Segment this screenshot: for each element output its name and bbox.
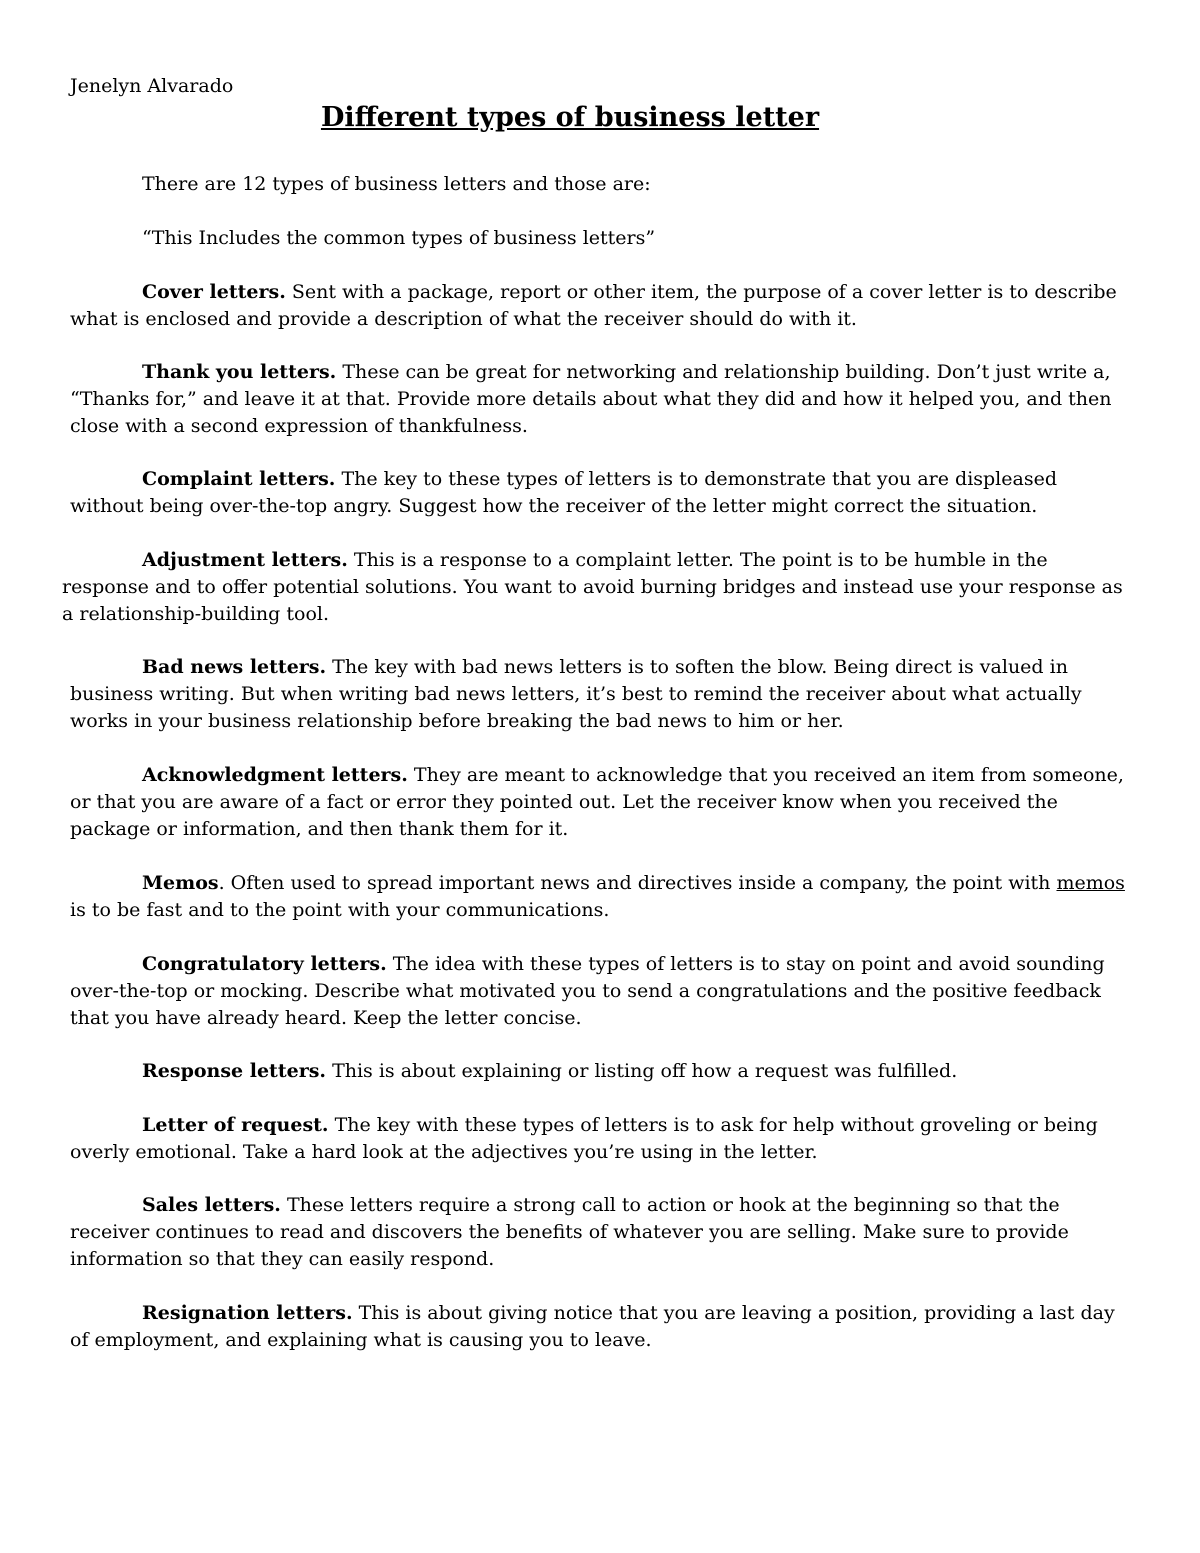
entry-term: Letter of request. bbox=[142, 1114, 329, 1136]
entry-term: Response letters. bbox=[142, 1060, 327, 1082]
entry-response-letters bbox=[70, 1058, 1130, 1085]
author-name: Jenelyn Alvarado bbox=[70, 75, 234, 97]
entry-text: This is about explaining or listing off how a request was fulfilled. bbox=[326, 1060, 958, 1082]
entry-term: Complaint letters. bbox=[142, 468, 336, 490]
entry-text: The key with bad news letters is to soften the blow. Being direct is valued in business writing. But when writing bad news letters, it’s best to remind the receiver about what actually works in your business relationship before breaking the bad news to him or her. bbox=[70, 656, 1082, 732]
entry-text: These letters require a strong call to action or hook at the beginning so that the receiver continues to read and discovers the benefits of whatever you are selling. Make sure to provide information so that they can easily respond. bbox=[70, 1194, 1069, 1270]
entry-thank-you-letters bbox=[70, 359, 1130, 439]
memos-link[interactable]: memos bbox=[1056, 872, 1125, 894]
entry-bad-news-letters bbox=[70, 654, 1130, 734]
entry-text: is to be fast and to the point with your communications. bbox=[70, 898, 610, 921]
entry-term: Bad news letters. bbox=[142, 656, 327, 678]
entry-term: Sales letters. bbox=[142, 1194, 281, 1216]
entry-term: Adjustment letters. bbox=[142, 549, 348, 571]
entry-cover-letters bbox=[70, 279, 1130, 333]
entry-complaint-letters bbox=[70, 466, 1130, 520]
intro-line: There are 12 types of business letters and those are: bbox=[142, 173, 651, 195]
entry-term: Cover letters. bbox=[142, 281, 286, 303]
entry-term: Memos bbox=[142, 872, 219, 894]
entry-text: These can be great for networking and relationship building. Don’t just write a, “Thanks for,” and leave it at that. Provide more details about what they did and how it helped you, and then close with a second expression of thankfulness. bbox=[70, 361, 1112, 437]
entry-term: Congratulatory letters. bbox=[142, 953, 387, 975]
entry-term: Acknowledgment letters. bbox=[142, 764, 408, 786]
entry-text: . Often used to spread important news and directives inside a company, the point with bbox=[218, 872, 1057, 894]
entry-term: Resignation letters. bbox=[142, 1302, 353, 1324]
entry-sales-letters bbox=[70, 1192, 1130, 1272]
entry-resignation-letters bbox=[70, 1300, 1130, 1354]
entry-term: Thank you letters. bbox=[142, 361, 337, 383]
entry-text: This is about giving notice that you are leaving a position, providing a last day of employment, and explaining what is causing you to leave. bbox=[70, 1302, 1115, 1351]
entry-acknowledgment-letters bbox=[70, 762, 1130, 842]
entry-memos bbox=[70, 870, 1130, 924]
entry-text: The key with these types of letters is to ask for help without groveling or being overly emotional. Take a hard look at the adjectives you’re using in the letter. bbox=[70, 1114, 1098, 1163]
entry-text: Sent with a package, report or other item, the purpose of a cover letter is to describe what is enclosed and provide a description of what the receiver should do with it. bbox=[70, 281, 1117, 330]
quote-line: “This Includes the common types of business letters” bbox=[142, 227, 656, 249]
entry-text: The idea with these types of letters is to stay on point and avoid sounding over-the-top or mocking. Describe what motivated you to send a congratulations and the positive feedback that you have already heard. Keep the letter concise. bbox=[70, 953, 1105, 1029]
entry-text: They are meant to acknowledge that you received an item from someone, or that you are aware of a fact or error they pointed out. Let the receiver know when you received the package or information, and then thank them for it. bbox=[70, 764, 1124, 840]
entry-congratulatory-letters bbox=[70, 951, 1130, 1031]
entry-letter-of-request bbox=[70, 1112, 1130, 1166]
entry-text: This is a response to a complaint letter. The point is to be humble in the response and to offer potential solutions. You want to avoid burning bridges and instead use your response as a relationship-building tool. bbox=[62, 549, 1123, 625]
entry-text: The key to these types of letters is to demonstrate that you are displeased without being over-the-top angry. Suggest how the receiver of the letter might correct the situation. bbox=[70, 468, 1057, 517]
entry-adjustment-letters bbox=[62, 547, 1130, 627]
document-title: Different types of business letter bbox=[320, 102, 820, 133]
